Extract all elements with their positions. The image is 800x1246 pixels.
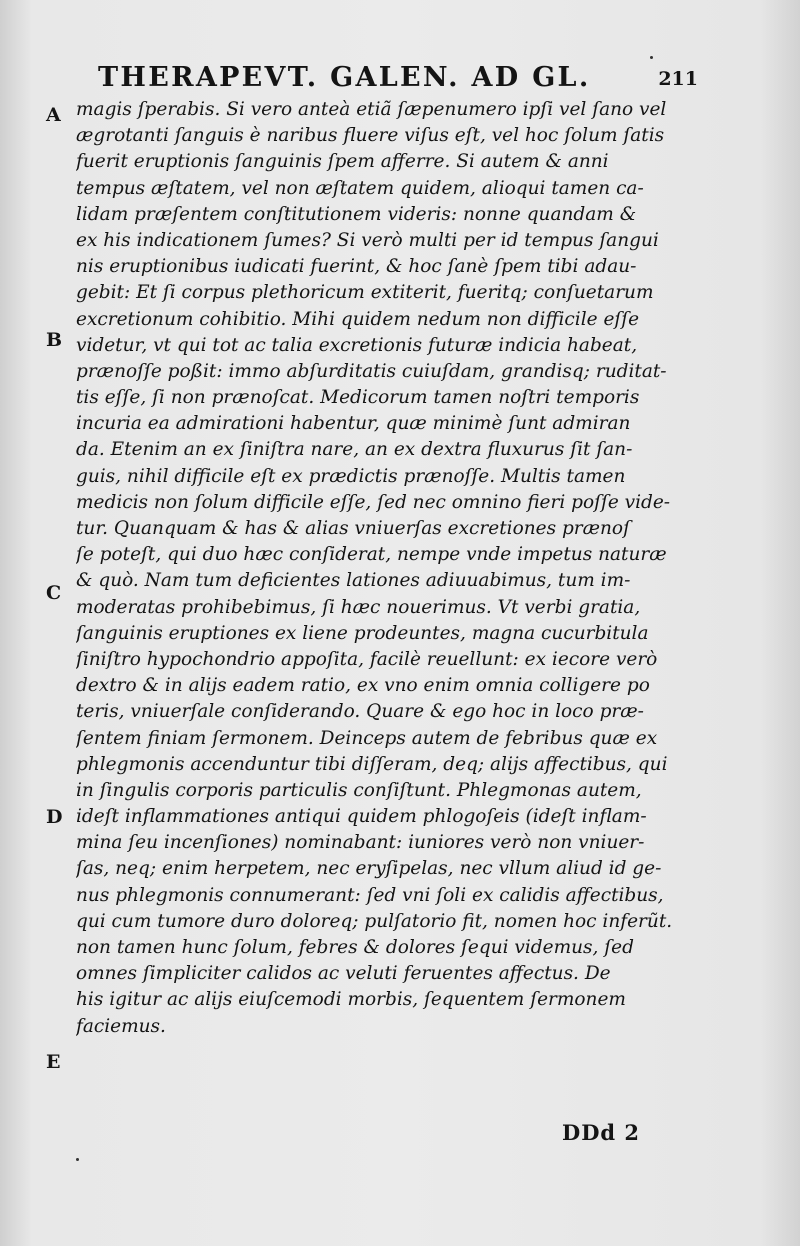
text-line: dextro & in alijs eadem ratio, ex vno enim omnia colligere po xyxy=(76,675,650,697)
text-line: moderatas prohibebimus, ſi hæc nouerimus. Vt verbi gratia, xyxy=(76,596,641,618)
text-line: tis eſſe, ſi non prænoſcat. Medicorum tamen noſtri temporis xyxy=(76,387,640,409)
text-line: ægrotanti ſanguis è naribus fluere viſus eſt, vel hoc ſolum ſatis xyxy=(76,125,665,147)
ink-speck xyxy=(76,1158,79,1161)
text-line: nis eruptionibus iudicati fuerint, & hoc ſanè ſpem tibi adau- xyxy=(76,256,637,278)
text-line: ſe poteſt, qui duo hæc conſiderat, nempe vnde impetus naturæ xyxy=(76,544,667,566)
running-title: THERAPEVT. GALEN. AD GL. xyxy=(98,62,591,93)
text-line: ſanguinis eruptiones ex liene prodeuntes, magna cucurbitula xyxy=(76,622,649,644)
text-line: his igitur ac alijs eiuſcemodi morbis, ſequentem ſermonem xyxy=(76,989,626,1011)
text-line: ex his indicationem ſumes? Si verò multi per id tempus ſangui xyxy=(76,229,659,251)
page-header xyxy=(98,62,698,96)
text-line: da. Etenim an ex ſiniſtra nare, an ex dextra fluxurus ſit ſan- xyxy=(76,439,633,461)
text-line: ſiniſtro hypochondrio appoſita, facilè reuellunt: ex iecore verò xyxy=(76,648,658,670)
text-line: teris, vniuerſale conſiderando. Quare & ego hoc in loco præ- xyxy=(76,701,644,723)
ink-speck xyxy=(650,56,653,59)
margin-letter-d: D xyxy=(46,806,63,828)
text-line: gebit: Et ſi corpus plethoricum extiterit, fueritq; conſuetarum xyxy=(76,282,654,304)
signature-mark: DDd 2 xyxy=(562,1120,641,1145)
text-line: medicis non ſolum difficile eſſe, ſed nec omnino fieri poſſe vide- xyxy=(76,491,671,513)
text-line: tempus æſtatem, vel non æſtatem quidem, alioqui tamen ca- xyxy=(76,177,644,199)
text-line: ideſt inflammationes antiqui quidem phlogoſeis (ideſt inflam- xyxy=(76,806,647,828)
text-line: excretionum cohibitio. Mihi quidem nedum non difficile eſſe xyxy=(76,308,640,330)
text-line: & quò. Nam tum deficientes lationes adiuuabimus, tum im- xyxy=(76,570,631,592)
text-line: magis ſperabis. Si vero anteà etiã ſæpenumero ipſi vel ſano vel xyxy=(76,99,667,120)
margin-letter-c: C xyxy=(46,582,62,604)
text-line: fuerit eruptionis ſanguinis ſpem afferre. Si autem & anni xyxy=(76,151,609,173)
text-line: guis, nihil difficile eſt ex prædictis prænoſſe. Multis tamen xyxy=(76,465,626,487)
text-line: ſentem finiam ſermonem. Deinceps autem de febribus quæ ex xyxy=(76,727,658,749)
text-line: lidam præſentem conſtitutionem videris: nonne quandam & xyxy=(76,203,637,225)
page-number: 211 xyxy=(658,68,698,90)
text-line: phlegmonis accenduntur tibi diſſeram, deq; alijs affectibus, qui xyxy=(76,753,668,775)
text-line: mina ſeu incenſiones) nominabant: iuniores verò non vniuer- xyxy=(76,832,645,854)
text-line: non tamen hunc ſolum, febres & dolores ſequi videmus, ſed xyxy=(76,937,634,958)
text-line: videtur, vt qui tot ac talia excretionis futuræ indicia habeat, xyxy=(76,334,638,356)
margin-letter-e: E xyxy=(46,1051,61,1073)
margin-letter-a: A xyxy=(46,104,61,126)
text-line: in ſingulis corporis particulis conſiſtunt. Phlegmonas autem, xyxy=(76,779,642,801)
text-line: prænoſſe poßit: immo abſurditatis cuiuſdam, grandisq; ruditat- xyxy=(76,360,667,382)
text-line: nus phlegmonis connumerant: ſed vni ſoli ex calidis affectibus, xyxy=(76,884,664,906)
text-line: incuria ea admirationi habentur, quæ minimè ſunt admiran xyxy=(76,413,631,435)
text-line: omnes ſimpliciter calidos ac veluti feruentes affectus. De xyxy=(76,963,611,985)
body-text xyxy=(76,97,704,1040)
text-line: ſas, neq; enim herpetem, nec eryſipelas, nec vllum aliud id ge- xyxy=(76,858,662,880)
text-line: tur. Quanquam & has & alias vniuerſas excretiones prænoſ xyxy=(76,518,630,539)
text-line: faciemus. xyxy=(76,1015,166,1037)
margin-letter-b: B xyxy=(46,329,63,351)
text-line: qui cum tumore duro doloreq; pulſatorio fit, nomen hoc inferũt. xyxy=(76,910,673,932)
